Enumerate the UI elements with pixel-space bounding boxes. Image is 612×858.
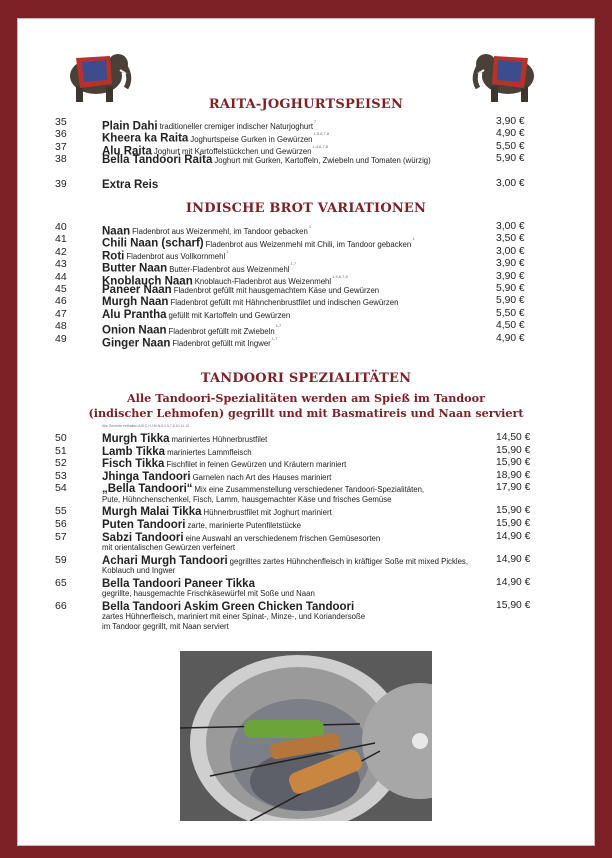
item-name: Plain Dahi	[102, 120, 158, 133]
item-name: Roti	[102, 250, 125, 263]
item-price: 15,90 €	[496, 444, 531, 456]
brot-list	[18, 221, 594, 349]
item-number: 52	[55, 457, 67, 470]
item-name: Murgh Malai Tikka	[102, 506, 202, 519]
item-description: zarte, marinierte Putenfiletstücke	[187, 521, 302, 530]
item-description: Hühnerbrustfilet mit Joghurt mariniert	[203, 508, 332, 518]
allergen-codes: 1,7	[275, 323, 282, 329]
tandoori-section-title: TANDOORI SPEZIALITÄTEN	[200, 371, 412, 386]
menu-item	[18, 470, 594, 482]
item-description: eine Auswahl an verschiedenem frischen Gemüsesorten	[185, 533, 381, 543]
item-name: Chili Naan (scharf)	[102, 237, 204, 250]
menu-item	[18, 116, 594, 133]
item-description: Fladenbrot gefüllt mit Ingwer	[172, 338, 271, 348]
item-number: 40	[55, 221, 67, 233]
item-price: 15,90 €	[496, 599, 531, 611]
item-price: 15,90 €	[496, 505, 531, 517]
allergen-codes: 1,7	[290, 261, 297, 267]
item-name: Butter Naan	[102, 262, 168, 275]
item-number: 46	[55, 295, 67, 308]
item-description: Joghurtspeise Gurken in Gewürzen	[190, 134, 313, 144]
item-number: 55	[55, 505, 67, 518]
item-price: 3,00 €	[496, 245, 525, 257]
menu-item	[18, 554, 594, 577]
item-number: 56	[55, 518, 67, 530]
item-name: Murgh Naan	[102, 296, 169, 309]
item-description: Knoblauch-Fladenbrot aus Weizenmehl	[194, 276, 332, 286]
item-name: Achari Murgh Tandoori	[102, 554, 228, 567]
raita-list	[18, 116, 594, 166]
item-name: Naan	[102, 225, 131, 238]
menu-item	[18, 531, 594, 554]
tandoori-list	[18, 432, 594, 633]
item-description: Fladenbrot gefüllt mit Hähnchenbrustfilet und indischen Gewürzen	[170, 298, 399, 308]
item-price: 15,90 €	[496, 518, 531, 529]
tandoori-subtitle-1: Alle Tandoori-Spezialitäten werden am Spieß im Tandoor	[127, 391, 485, 405]
item-name: Paneer Naan	[102, 284, 172, 296]
item-price: 5,90 €	[496, 283, 525, 294]
item-price: 14,50 €	[496, 432, 531, 443]
item-name: Bella Tandoori Askim Green Chicken Tandoori	[102, 600, 355, 613]
item-number: 45	[55, 283, 67, 295]
item-description: mariniertes Lammfleisch	[167, 447, 252, 457]
menu-item	[18, 505, 594, 517]
item-description: Fladenbrot aus Weizenmehl, im Tandoor gebacken	[132, 227, 308, 237]
item-description: Butter-Fladenbrot aus Weizenmehl	[169, 264, 290, 274]
item-price: 3,90 €	[496, 270, 525, 282]
allergen-codes: 1,5,6,7,8	[332, 273, 348, 279]
menu-item	[18, 600, 594, 633]
item-description: Fladenbrot aus Weizenmehl mit Chili, im Tandoor gebacken	[205, 239, 412, 249]
menu-page	[18, 19, 594, 845]
item-price: 14,90 €	[496, 530, 531, 542]
item-number: 47	[55, 307, 67, 320]
item-price: 14,90 €	[496, 576, 531, 588]
item-description-continued: gegrillte, hausgemachte Frischkäsewürfel mit Soße und Naan	[102, 589, 315, 599]
menu-item	[18, 283, 594, 295]
item-price: 3,90 €	[496, 258, 525, 270]
item-description: gegrilltes zartes Hühnchenfleisch in kräftiger Soße mit mixed Pickles,	[229, 556, 468, 566]
item-description: traditioneller cremiger indischer Naturjoghurt	[159, 122, 314, 132]
item-price: 4,90 €	[496, 332, 525, 344]
menu-item	[18, 295, 594, 307]
item-price: 5,50 €	[496, 307, 525, 319]
menu-item	[18, 245, 594, 263]
menu-item	[18, 270, 594, 287]
item-price: 5,90 €	[496, 295, 525, 307]
item-number: 66	[55, 599, 67, 612]
item-name: Bella Tandoori Raita	[102, 154, 213, 167]
allergen-codes: 1,5,6,7,8	[313, 131, 330, 137]
item-name: Knoblauch Naan	[102, 274, 193, 287]
item-price: 4,50 €	[496, 320, 525, 332]
item-price: 3,90 €	[496, 116, 525, 127]
item-number: 38	[55, 153, 67, 166]
menu-item	[18, 577, 594, 600]
item-name: Fisch Tikka	[102, 458, 165, 471]
item-name: Murgh Tikka	[102, 433, 170, 445]
menu-item-extra-reis	[18, 178, 594, 190]
item-price: 3,00 €	[496, 221, 525, 232]
item-number: 37	[55, 140, 67, 153]
item-price: 5,50 €	[496, 140, 525, 152]
item-name: Extra Reis	[102, 179, 159, 191]
item-number: 53	[55, 469, 67, 482]
raita-section-title: RAITA-JOGHURTSPEISEN	[208, 97, 404, 112]
menu-item	[18, 153, 594, 165]
allergen-codes: 1	[308, 224, 312, 229]
item-number: 35	[55, 116, 67, 128]
menu-item	[18, 308, 594, 320]
menu-item	[18, 233, 594, 250]
tandoori-subtitle-2: (indischer Lehmofen) gegrillt und mit Basmatireis und Naan serviert	[88, 406, 524, 420]
menu-item	[18, 140, 594, 158]
item-name: Alu Prantha	[102, 308, 167, 321]
item-price: 4,90 €	[496, 128, 525, 140]
item-price: 5,90 €	[496, 153, 525, 165]
item-name: Sabzi Tandoori	[102, 531, 184, 544]
item-description: Garnelen nach Art des Hauses mariniert	[192, 472, 332, 482]
item-number: 36	[55, 128, 67, 141]
item-description: gefüllt mit Kartoffeln und Gewürzen	[168, 310, 291, 320]
item-number: 51	[55, 444, 67, 457]
item-name: Bella Tandoori Paneer Tikka	[102, 577, 255, 590]
menu-item	[18, 518, 594, 530]
item-number: 48	[55, 320, 67, 333]
item-number: 59	[55, 553, 67, 566]
item-description-continued: mit orientalischen Gewürzen verfeinert	[102, 543, 236, 553]
menu-item	[18, 332, 594, 349]
item-number: 41	[55, 233, 67, 246]
item-number: 54	[55, 482, 67, 495]
item-price: 15,90 €	[496, 457, 531, 469]
item-description: Joghurt mit Gurken, Kartoffeln, Zwiebeln und Tomaten (würzig)	[214, 156, 431, 166]
allergen-codes: 7	[314, 119, 317, 124]
item-description: Fladenbrot gefüllt mit hausgemachtem Käse und Gewürzen	[173, 286, 380, 295]
item-name: Alu Raita	[102, 145, 152, 158]
tandoor-skewers-photo	[180, 651, 432, 821]
allergen-note: Alle Gerichte enthalten A,B,C,H,I,M,N,6,1,5,7,8,10,11,12	[102, 424, 190, 428]
item-description: mariniertes Hühnerbrustfilet	[171, 435, 268, 444]
allergen-codes: 1,4,6,7,8	[312, 143, 329, 149]
item-description: Joghurt mit Kartoffelstückchen und Gewürzen	[153, 147, 312, 157]
allergen-codes: 1	[226, 248, 229, 254]
item-name: „Bella Tandoori“	[102, 483, 193, 496]
item-name: Ginger Naan	[102, 336, 171, 349]
item-description-continued: im Tandoor gegrillt, mit Naan serviert	[102, 622, 229, 632]
item-name: Puten Tandoori	[102, 519, 186, 531]
item-name: Lamb Tikka	[102, 445, 166, 458]
item-name: Onion Naan	[102, 324, 167, 337]
item-number: 49	[55, 332, 67, 345]
item-description-continued: Pute, Hühnchenschenkel, Fisch, Lamm, hausgemachter Käse und frisches Gemüse	[102, 494, 392, 504]
menu-item	[18, 128, 594, 145]
item-description: Mix eine Zusammenstellung verschiedener Tandoori-Spezialitäten,	[194, 485, 425, 495]
menu-item	[18, 445, 594, 457]
item-description: Fischfilet in feinen Gewürzen und Kräutern mariniert	[166, 460, 347, 470]
brot-section-title: INDISCHE BROT VARIATIONEN	[185, 201, 427, 216]
allergen-codes: 1,7	[271, 335, 278, 341]
item-name: Kheera ka Raita	[102, 132, 189, 145]
item-name: Jhinga Tandoori	[102, 470, 191, 483]
item-price: 14,90 €	[496, 553, 531, 565]
item-description-continued: Koblauch und Ingwer	[102, 566, 176, 576]
item-number: 39	[55, 178, 67, 190]
menu-item	[18, 320, 594, 337]
item-price: 18,90 €	[496, 469, 531, 481]
menu-item	[18, 457, 594, 469]
item-description-continued: zartes Hühnerfleisch, mariniert mit einer Spinat-, Minze-, und Koriandersoße	[102, 612, 366, 622]
item-number: 44	[55, 270, 67, 283]
menu-item	[18, 258, 594, 275]
item-number: 42	[55, 245, 67, 258]
item-number: 50	[55, 432, 67, 444]
menu-item	[18, 432, 594, 444]
menu-item	[18, 482, 594, 505]
allergen-codes: 1	[412, 236, 415, 242]
item-price: 3,00 €	[496, 178, 525, 189]
item-price: 17,90 €	[496, 482, 531, 494]
item-price: 3,50 €	[496, 233, 525, 245]
menu-item	[18, 221, 594, 238]
item-description: Fladenbrot gefüllt mit Zwiebeln	[168, 326, 275, 336]
item-number: 65	[55, 576, 67, 589]
item-number: 43	[55, 258, 67, 271]
item-number: 57	[55, 530, 67, 543]
item-description: Fladenbrot aus Vollkornmehl	[126, 252, 226, 262]
